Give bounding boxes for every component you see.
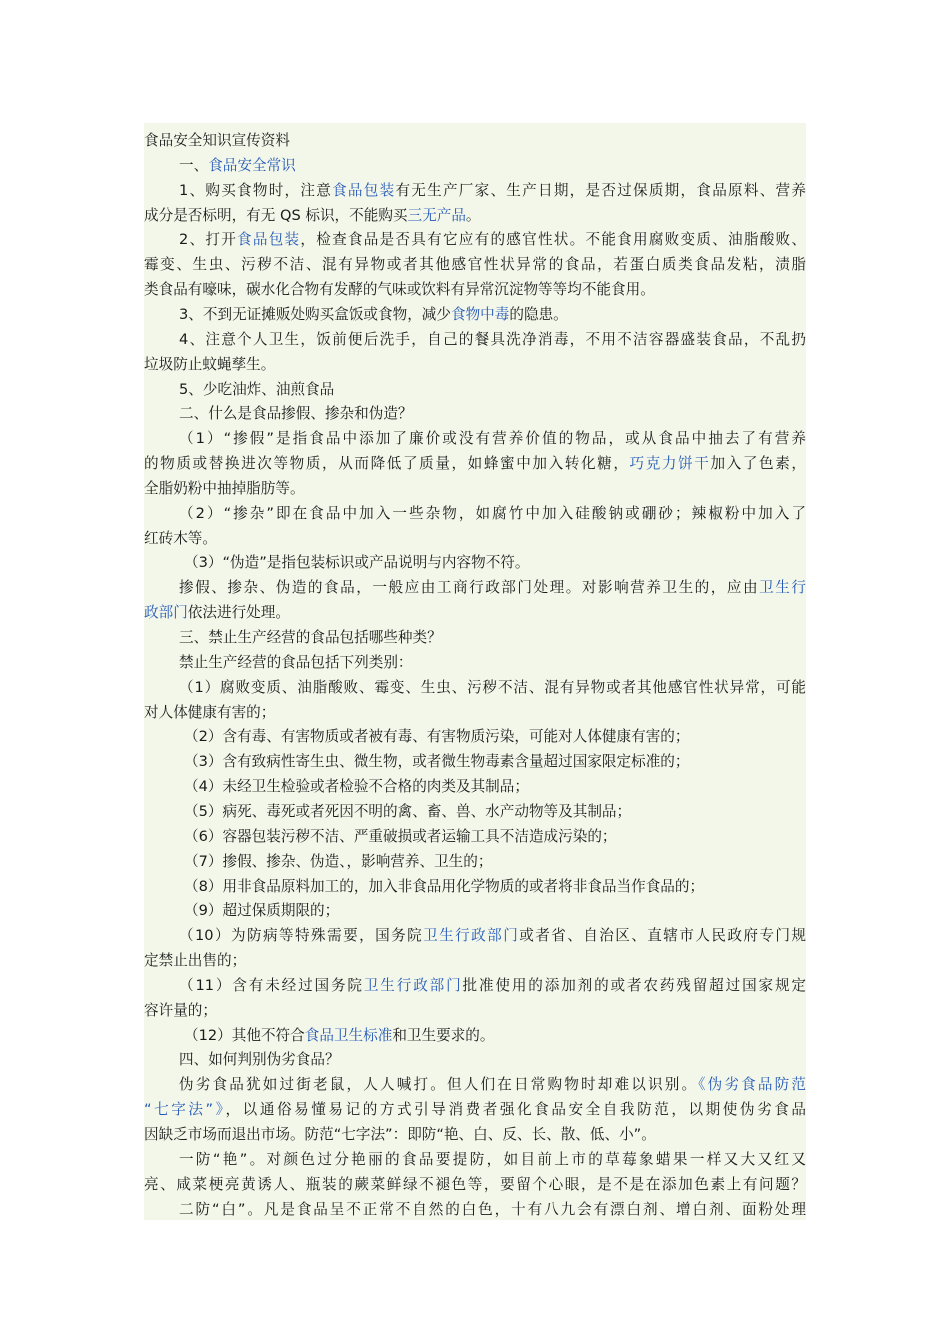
text-segment: 一、 — [179, 156, 209, 174]
text-line — [144, 799, 806, 824]
text-link[interactable]: 食品卫生标准 — [304, 1026, 393, 1044]
text-segment: 批准使用的添加剂的或者农药残留超过国家规定 — [462, 976, 806, 994]
text-line — [144, 973, 806, 998]
text-segment: （10）为防病等特殊需要，国务院 — [179, 927, 424, 945]
text-segment: 1、购买食物时，注意 — [179, 181, 333, 199]
text-segment: （7）掺假、掺杂、伪造、，影响营养、卫生的； — [184, 852, 493, 870]
text-link[interactable]: 食品包装 — [332, 181, 396, 199]
text-segment: 对人体健康有害的； — [144, 703, 276, 721]
text-line — [144, 625, 806, 650]
text-segment: 亮、咸菜梗亮黄诱人、瓶装的蕨菜鲜绿不褪色等，要留个心眼，是不是在添加色素上有问题？ — [144, 1175, 806, 1193]
text-line — [144, 1072, 806, 1097]
text-segment: 一防“艳”。对颜色过分艳丽的食品要提防，如目前上市的草莓象蜡果一样又大又红又 — [179, 1150, 806, 1168]
text-segment: 类食品有嚎味，碳水化合物有发酵的气味或饮料有异常沉淀物等等均不能食用。 — [144, 281, 655, 299]
text-line — [144, 550, 806, 575]
text-line — [144, 575, 806, 600]
text-segment: 成分是否标明，有无 QS 标识，不能购买 — [144, 206, 408, 224]
text-line — [144, 998, 806, 1023]
text-line — [144, 526, 806, 551]
text-segment: 容许量的； — [144, 1001, 217, 1019]
text-line — [144, 401, 806, 426]
text-segment: ，检查食品是否具有它应有的感官性状。不能食用腐败变质、油脂酸败、 — [300, 231, 806, 249]
text-segment: 二防“白”。凡是食品呈不正常不自然的白色，十有八九会有漂白剂、增白剂、面粉处理 — [179, 1200, 806, 1218]
text-line — [144, 1023, 806, 1048]
text-line — [144, 203, 806, 228]
text-segment: （12）其他不符合 — [184, 1026, 305, 1044]
text-link[interactable]: 食品包装 — [237, 231, 301, 249]
text-segment: 垃圾防止蚊蝇孳生。 — [144, 355, 276, 373]
text-segment: 红砖木等。 — [144, 529, 217, 547]
document-panel — [144, 123, 806, 1220]
text-line — [144, 1172, 806, 1197]
text-line — [144, 774, 806, 799]
text-line — [144, 178, 806, 203]
text-segment: 四、如何判别伪劣食品？ — [179, 1051, 340, 1069]
text-link[interactable]: 卫生行政部门 — [363, 976, 463, 994]
text-link[interactable]: 卫生行政部门 — [423, 927, 520, 945]
text-segment: 2、打开 — [179, 231, 238, 249]
text-segment: （3）“伪造”是指包装标识或产品说明与内容物不符。 — [184, 554, 530, 572]
text-segment: 4、注意个人卫生，饭前便后洗手，自己的餐具洗净消毒，不用不洁容器盛装食品，不乱扔 — [179, 330, 806, 348]
text-segment: （4）未经卫生检验或者检验不合格的肉类及其制品； — [184, 778, 529, 796]
text-segment: 和卫生要求的。 — [392, 1026, 495, 1044]
text-line — [144, 1097, 806, 1122]
text-link[interactable]: 卫生行 — [759, 579, 806, 597]
text-line — [144, 600, 806, 625]
text-segment: 有无生产厂家、生产日期，是否过保质期，食品原料、营养 — [395, 181, 806, 199]
text-link[interactable]: “七字法”》 — [144, 1101, 226, 1119]
text-segment: （11）含有未经过国务院 — [179, 976, 364, 994]
text-line — [144, 824, 806, 849]
text-segment: 因缺乏市场而退出市场。防范“七字法”：即防“艳、白、反、长、散、低、小”。 — [144, 1126, 656, 1143]
text-segment: 。 — [465, 206, 481, 224]
text-line — [144, 749, 806, 774]
text-line — [144, 476, 806, 501]
text-line — [144, 252, 806, 277]
text-link[interactable]: 政部门 — [144, 604, 188, 622]
text-segment: 5、少吃油炸、油煎食品 — [179, 380, 335, 398]
text-line — [144, 327, 806, 352]
text-line — [144, 1197, 806, 1220]
text-segment: 依法进行处理。 — [187, 604, 290, 622]
text-segment: 的物质或替换进次等物质，从而降低了质量，如蜂蜜中加入转化糖， — [144, 455, 630, 473]
text-line — [144, 650, 806, 675]
text-line — [144, 1147, 806, 1172]
text-line — [144, 302, 806, 327]
text-segment: 全脂奶粉中抽掉脂肪等。 — [144, 479, 305, 497]
text-line — [144, 898, 806, 923]
text-segment: 禁止生产经营的食品包括下列类别： — [179, 653, 413, 671]
text-line — [144, 227, 806, 252]
text-link[interactable]: 三无产品 — [407, 206, 466, 224]
text-segment: （1）“掺假”是指食品中添加了廉价或没有营养价值的物品，或从食品中抽去了有营养 — [179, 430, 806, 448]
text-segment: （3）含有致病性寄生虫、微生物，或者微生物毒素含量超过国家限定标准的； — [184, 753, 690, 771]
text-segment: 霉变、生虫、污秽不洁、混有异物或者其他感官性状异常的食品，若蛋白质类食品发粘，渍脂 — [144, 256, 806, 274]
text-link[interactable]: 食物中毒 — [450, 305, 510, 323]
text-line — [144, 451, 806, 476]
text-segment: 或者省、自治区、直辖市人民政府专门规 — [519, 927, 806, 945]
text-segment: 食品安全知识宣传资料 — [144, 132, 290, 149]
text-segment: 伪劣食品犹如过街老鼠，人人喊打。但人们在日常购物时却难以识别。 — [179, 1076, 699, 1094]
text-segment: 三、禁止生产经营的食品包括哪些种类？ — [179, 629, 442, 646]
text-segment: ，以通俗易懂易记的方式引导消费者强化食品安全自我防范，以期使伪劣食品 — [225, 1101, 806, 1119]
text-line — [144, 923, 806, 948]
text-line — [144, 501, 806, 526]
text-line — [144, 849, 806, 874]
text-line — [144, 153, 806, 178]
text-line — [144, 948, 806, 973]
text-line — [144, 352, 806, 377]
text-segment: （6）容器包装污秽不洁、严重破损或者运输工具不洁造成污染的； — [184, 827, 617, 845]
text-link[interactable]: 《伪劣食品防范 — [698, 1076, 806, 1094]
text-line — [144, 874, 806, 899]
text-line — [144, 1047, 806, 1072]
text-line — [144, 675, 806, 700]
text-segment: （1）腐败变质、油脂酸败、霉变、生虫、污秽不洁、混有异物或者其他感官性状异常，可能 — [179, 678, 806, 696]
text-segment: （2）含有毒、有害物质或者被有毒、有害物质污染，可能对人体健康有害的； — [184, 728, 690, 746]
text-line — [144, 700, 806, 725]
text-line — [144, 1122, 806, 1147]
text-segment: 的隐患。 — [509, 305, 568, 323]
text-segment: 3、不到无证摊贩处购买盒饭或食物，减少 — [179, 305, 451, 323]
text-segment: （8）用非食品原料加工的，加入非食品用化学物质的或者将非食品当作食品的； — [184, 877, 705, 895]
text-segment: 加入了色素， — [710, 455, 806, 473]
text-line — [144, 724, 806, 749]
text-segment: 定禁止出售的； — [144, 952, 247, 970]
text-segment: 二、什么是食品掺假、掺杂和伪造？ — [179, 405, 413, 423]
text-line — [144, 377, 806, 402]
text-segment: （9）超过保质期限的； — [184, 902, 340, 920]
text-segment: （5）病死、毒死或者死因不明的禽、畜、兽、水产动物等及其制品； — [184, 802, 632, 820]
text-segment: （2）“掺杂”即在食品中加入一些杂物，如腐竹中加入硅酸钠或硼砂；辣椒粉中加入了 — [179, 504, 806, 522]
text-line — [144, 426, 806, 451]
text-line — [144, 277, 806, 302]
text-segment: 掺假、掺杂、伪造的食品，一般应由工商行政部门处理。对影响营养卫生的，应由 — [179, 579, 760, 597]
text-line — [144, 128, 806, 153]
text-link[interactable]: 巧克力饼干 — [629, 455, 711, 473]
text-link[interactable]: 食品安全常识 — [208, 156, 296, 174]
